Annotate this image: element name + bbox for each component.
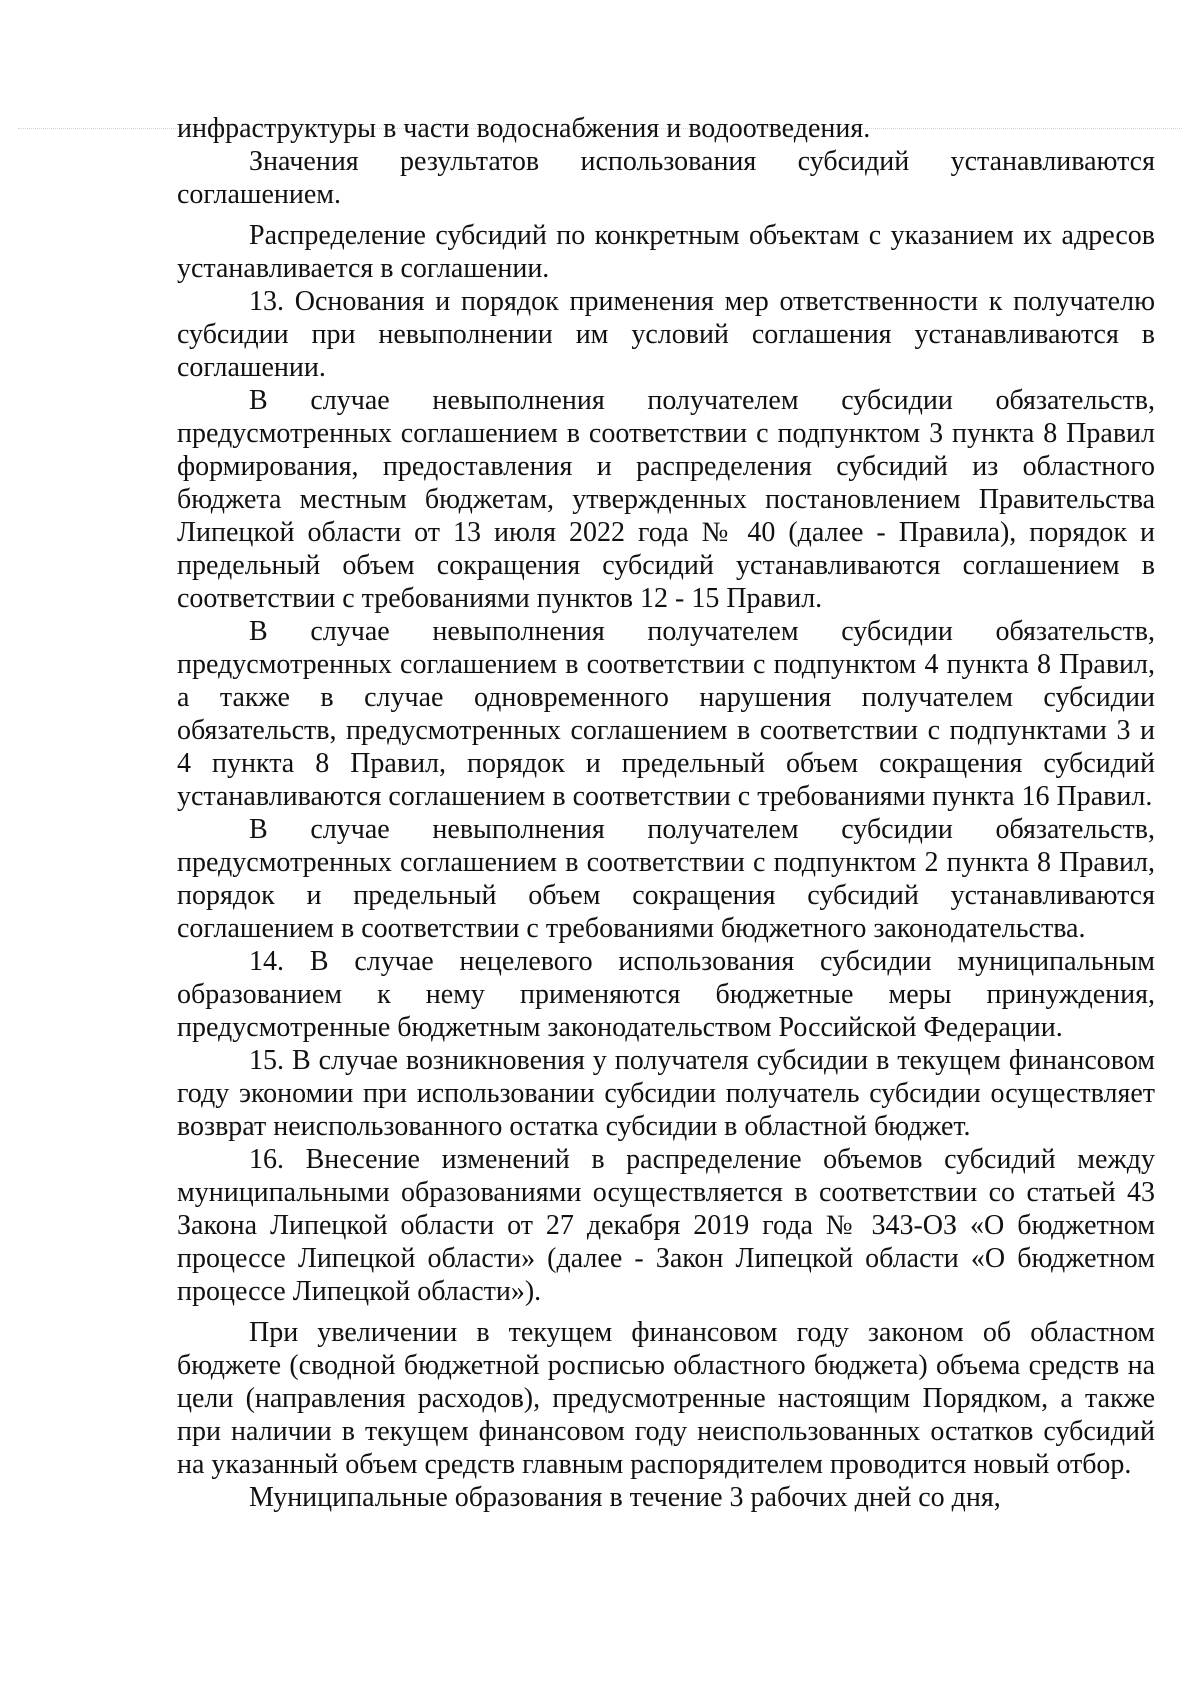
paragraph-case-subitem-4: В случае невыполнения получателем субсидии обязательств, предусмотренных соглашением в соответствии с подпунктом 4 пункта 8 Правил, а также в случае одновременного нарушения получателем субсидии обязательств, предусмотренных соглашением в соответствии с подпунктами 3 и 4 пункта 8 Правил, порядок и предельный объем сокращения субсидий устанавливаются соглашением в соответствии с требованиями пункта 16 Правил. [177,616,1155,812]
paragraph-budget-increase: При увеличении в текущем финансовом году законом об областном бюджете (сводной бюджетной росписью областного бюджета) объема средств на цели (направления расходов), предусмотренные настоящим Порядком, а также при наличии в текущем финансовом году неиспользованных остатков субсидий на указанный объем средств главным распорядителем проводится новый отбор. [177,1317,1155,1480]
paragraph-case-subitem-2: В случае невыполнения получателем субсидии обязательств, предусмотренных соглашением в соответствии с подпунктом 2 пункта 8 Правил, порядок и предельный объем сокращения субсидий устанавливаются соглашением в соответствии с требованиями бюджетного законодательства. [177,814,1155,944]
paragraph-item-15: 15. В случае возникновения у получателя субсидии в текущем финансовом году экономии при использовании субсидии получатель субсидии осуществляет возврат неиспользованного остатка субсидии в областной бюджет. [177,1045,1155,1142]
paragraph-results-values: Значения результатов использования субсидий устанавливаются соглашением. [177,146,1155,210]
paragraph-item-13: 13. Основания и порядок применения мер ответственности к получателю субсидии при невыполнении им условий соглашения устанавливаются в соглашении. [177,286,1155,383]
document-body [177,112,1155,1514]
paragraph-distribution: Распределение субсидий по конкретным объектам с указанием их адресов устанавливается в соглашении. [177,220,1155,284]
paragraph-municipal-formations: Муниципальные образования в течение 3 рабочих дней со дня, [249,1482,1001,1513]
paragraph-continuation: инфраструктуры в части водоснабжения и водоотведения. [177,113,871,144]
paragraph-case-subitem-3: В случае невыполнения получателем субсидии обязательств, предусмотренных соглашением в соответствии с подпунктом 3 пункта 8 Правил формирования, предоставления и распределения субсидий из областного бюджета местным бюджетам, утвержденных постановлением Правительства Липецкой области от 13 июля 2022 года № 40 (далее - Правила), порядок и предельный объем сокращения субсидий устанавливаются соглашением в соответствии с требованиями пунктов 12 - 15 Правил. [177,385,1155,614]
paragraph-item-16: 16. Внесение изменений в распределение объемов субсидий между муниципальными образованиями осуществляется в соответствии со статьей 43 Закона Липецкой области от 27 декабря 2019 года № 343-ОЗ «О бюджетном процессе Липецкой области» (далее - Закон Липецкой области «О бюджетном процессе Липецкой области»). [177,1144,1155,1307]
paragraph-item-14: 14. В случае нецелевого использования субсидии муниципальным образованием к нему применяются бюджетные меры принуждения, предусмотренные бюджетным законодательством Российской Федерации. [177,946,1155,1043]
